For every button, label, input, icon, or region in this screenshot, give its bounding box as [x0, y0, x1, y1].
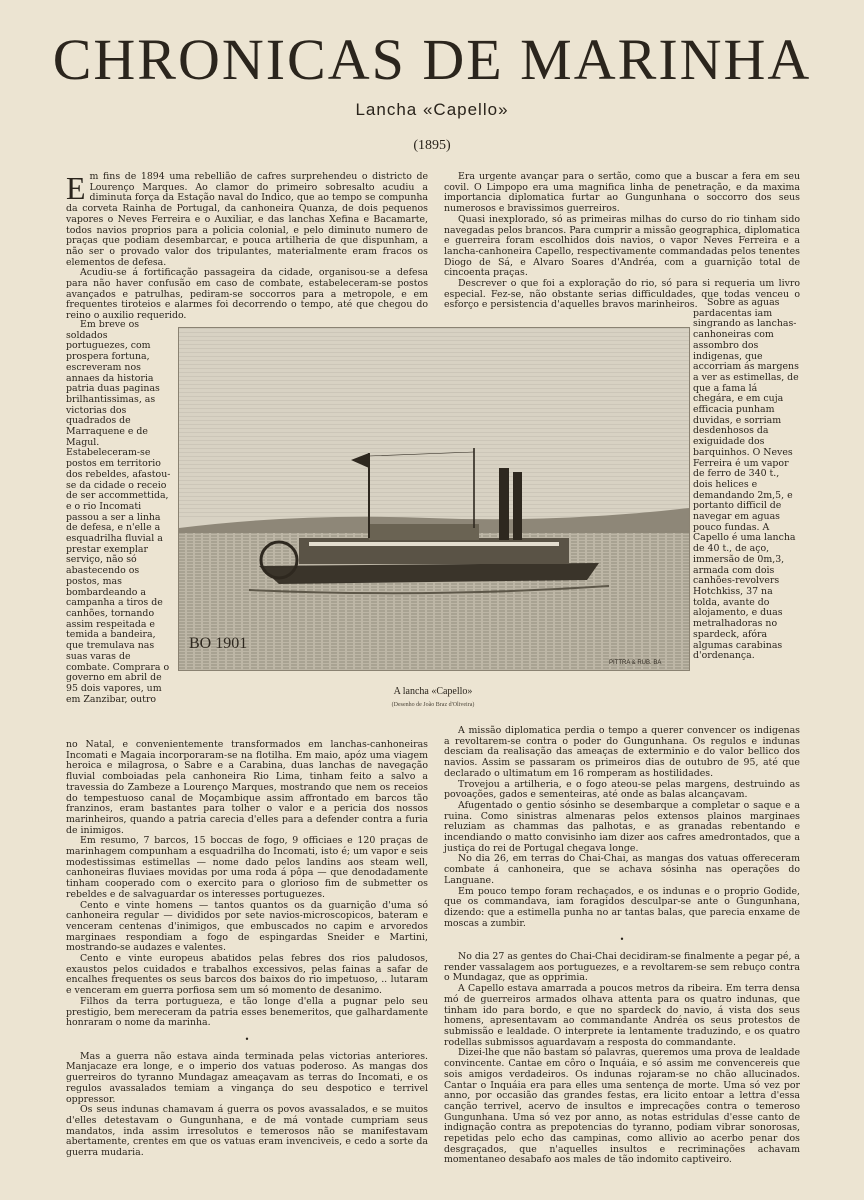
- left-top-column: [66, 172, 428, 320]
- narrow-left-text: Em breve os soldados portuguezes, com prospera fortuna, escreveram nos annaes da historia patria duas paginas brilhantissimas, as victorias dos quadrados de Marraquene e de Magul. Estabeleceram-se postos em territorio dos rebeldes, afastou-se da cidade o receio de ser accommettida, e o rio Incomati passou a ser a linha de defesa, e n'elle a esquadrilha fluvial a prestar exemplar serviço, não só abastecendo os postos, mas bombardeando a campanha a tiros de canhões, tornando assim respeitada e temida a bandeira, que tremulava nas suas varas de combate. Comprara o governo em abril de 95 dois vapores, um em Zanzibar, outro: [66, 319, 171, 705]
- paragraph-16: No dia 26, em terras do Chai-Chai, as mangas dos vatuas offereceram combate á canhoneira, que se achava sósinha nas operações do Languane.: [444, 853, 800, 886]
- paragraph-7: Em resumo, 7 barcos, 15 boccas de fogo, 9 officiaes e 120 praças de marinhagem compunham a esquadrilha do Incomati, isto é; um vapor e seis modestissimas estimellas — nome dado pelos landins aos steam well, canhoneiras fluviaes movidas por uma roda á pôpa — que denodadamente tinham cooperado com o exercito para o glorioso fim de submetter os rebeldes e de salvaguardar os interesses portuguezes.: [66, 835, 428, 900]
- paragraph-2: Acudiu-se á fortificação passageira da cidade, organisou-se a defesa para não haver confusão em caso de combate, estabeleceram-se postos avançados e patrulhas, pediram-se soccorros para a metropole, e em frequentes tiroteios e alarmes foi decorrendo o tempo, até que chegou do reino o auxilio requerido.: [66, 267, 428, 322]
- ornament: •: [244, 1034, 250, 1044]
- paragraph-20: Dizei-lhe que não bastam só palavras, queremos uma prova de lealdade convincente. Cantae em côro o Inquáia, e só assim me convencereis que sois amigos verdadeiros. Os indunas rojaram-se no chão allucinados. Cantar o Inquáia era para elles uma sentença de morte. Uma só vez por anno, por occasião das grandes festas, era licito entoar a lettra d'essa canção terrivel, acervo de insultos e imprecações contra o temeroso Gungunhana. Uma só vez por anno, as notas estridulas d'esse canto de indignação contra as prepotencias do tyranno, podiam vibrar sonorosas, repetidas pelo echo das campinas, como allivio ao acerbo penar dos desgraçados, que n'aquelles insultos e recriminações achavam momentaneo desabafo aos males de tão indomito captiveiro.: [444, 1047, 800, 1166]
- lancha-capello-illustration: [179, 328, 689, 670]
- paragraph-13: A missão diplomatica perdia o tempo a querer convencer os indigenas a revoltarem-se contra o poder do Gungunhana. Os regulos e indunas desciam da realisação das ameaças de exterminio e do valor bellico dos navios. Assim se passaram os primeiros dias de outubro de 95, até que declarado o ultimatum em 16 romperam as hostilidades.: [444, 725, 800, 779]
- engraving-figure: [178, 327, 690, 671]
- left-bottom-column: [66, 740, 428, 1160]
- paragraph-15: Afugentado o gentio sósinho se desembarque a completar o saque e a ruina. Como sinistras almenaras pelos extensos plainos marginaes reluziam as chammas das palhotas, e as granadas rebentando e incendiando o matto convisinho iam dizer aos cafres amedrontados, que a justiça do rei de Portugal chegava longe.: [444, 799, 800, 854]
- paragraph-12: Os seus indunas chamavam á guerra os povos avassalados, e se muitos d'elles detestavam o Gungunhana, e de má vontade cumpriam seus mandatos, inda assim irresolutos e temerosos não se manifestavam abertamente, crentes em que os vatuas eram invenciveis, e cedo a sorte da guerra mudaria.: [66, 1104, 428, 1159]
- paragraph-19: A Capello estava amarrada a poucos metros da ribeira. Em terra densa mó de guerreiros armados olhava attenta para os quatro indunas, que tinham ido para bordo, e que no spardeck do navio, á vista dos seus homens, apresentavam ao commandante Andréa os seus protestos de submissão e lealdade. O interprete ia lentamente traduzindo, e os quatro rodellas submissos aguardavam a resposta do commandante.: [444, 983, 800, 1048]
- article-subtitle: Lancha «Capello»: [355, 100, 509, 119]
- figure-credit: (Desenho de João Braz d'Oliveira): [391, 702, 475, 708]
- ornament: •: [619, 935, 625, 945]
- paragraph-5: Descrever o que foi a exploração do rio, só para si requeria um livro especial. Fez-se, não obstante serias difficuldades, que todas venceu o esforço e persistencia d'aquelles bravos marinheiros.: [444, 278, 800, 311]
- right-narrow-column: [693, 298, 799, 726]
- paragraph-1: [66, 172, 428, 268]
- drop-cap: E: [66, 170, 86, 206]
- paragraph-1-text: m fins de 1894 uma rebellião de cafres surprehendeu o districto de Lourenço Marques. Ao clamor do primeiro sobresalto acudiu a diminuta força da Estação naval do Indico, que ao tempo se compunha da corveta Rainha de Portugal, da canhoneira Quanza, de dois pequenos vapores o Neves Ferreira e o Auxiliar, e das lanchas Xefina e Bacamarte, todos navios proprios para a policia colonial, e pelo diminuto numero de praças que podiam desembarcar, e pouca artilheria de que dispunham, a não ser o provado valor dos tripulantes, materialmente eram fracos os elementos de defesa.: [66, 171, 428, 268]
- paragraph-10: Filhos da terra portugueza, e tão longe d'ella a pugnar pelo seu prestigio, bem mereceram da patria esses benemeritos, que galhardamente honraram o nome da marinha.: [66, 995, 428, 1029]
- paragraph-9: Cento e vinte europeus abatidos pelas febres dos rios paludosos, exaustos pelos cuidados e trabalhos excessivos, pelas fainas a safar de encalhes frequentes os seus barcos dos baixos do rio impetuoso, .. lutaram e venceram em guerra porfiosa sem um só momento de desanimo.: [66, 953, 428, 997]
- figure-caption: A lancha «Capello»: [393, 686, 473, 697]
- masthead-title: CHRONICAS DE MARINHA: [52, 27, 812, 92]
- narrow-right-text: Sobre as aguas pardacentas iam singrando as lanchas-canhoneiras com assombro dos indigenas, que accorriam ás margens a ver as estimellas, de que a fama lá chegára, e em cuja efficacia punham duvidas, e sorriam desdenhosos da exiguidade dos barquinhos. O Neves Ferreira é um vapor de ferro de 340 t., dois helices e demandando 2m,5, e portanto difficil de navegar em aguas pouco fundas. A Capello é uma lancha de 40 t., de aço, immersão de 0m,3, armada com dois canhões-revolvers Hotchkiss, 37 na tolda, avante do alojamento, e duas metralhadoras no spardeck, afóra algumas carabinas d'ordenança.: [693, 297, 799, 662]
- paragraph-3: Era urgente avançar para o sertão, como que a buscar a fera em seu covil. O Limpopo era uma magnifica linha de penetração, e da maxima importancia diplomatica furtar ao Gungunhana o soccorro dos seus numerosos e bravissimos guerreiros.: [444, 171, 800, 215]
- paragraph-11: Mas a guerra não estava ainda terminada pelas victorias anteriores. Manjacaze era longe, e o imperio dos vatuas poderoso. As mangas dos guerreiros do tyranno Mundagaz ameaçavam as terras do Incomati, e os regulos avassalados temiam a vingança do seu despotico e terrivel oppressor.: [66, 1050, 428, 1105]
- paragraph-18: No dia 27 as gentes do Chai-Chai decidiram-se finalmente a pegar pé, a render vassalagem aos portuguezes, e a revoltarem-se sem rebuço contra o Mundagaz, que as opprimia.: [444, 951, 800, 984]
- paragraph-8: Cento e vinte homens — tantos quantos os da guarnição d'uma só canhoneira regular — divididos por sete navios-microscopicos, bateram e venceram centenas d'inimigos, que embuscados no capim e arvoredos marginaes respondiam a fogo de espingardas Sneider e Martini, mostrando-se audazes e valentes.: [66, 899, 428, 954]
- paragraph-4: Quasi inexplorado, só as primeiras milhas do curso do rio tinham sido navegadas pelos brancos. Para cumprir a missão geographica, diplomatica e guerreira foram escolhidos dois navios, o vapor Neves Ferreira e a lancha-canhoneira Capello, respectivamente commandadas pelos tenentes Diogo de Sá, e Alvaro Soares d'Andréa, com a guarnição total de cincoenta praças.: [444, 213, 800, 279]
- paragraph-6: no Natal, e convenientemente transformados em lanchas-canhoneiras Incomati e Magaia incorporaram-se na flotilha. Em maio, apóz uma viagem heroica e milagrosa, o Sabre e a Carabina, duas lanchas de navegação fluvial comboiadas pela canhoneira Rio Lima, tinham feito a salvo a travessia do Zambeze a Lourenço Marques, mostrando que nem os receios do tempestuoso canal de Moçambique assim affrontado em barcos tão franzinos, eram bastantes para tolher o valor e a pericia dos nossos marinheiros, quando a patria carecia d'elles para a defender contra a furia de inimigos.: [66, 739, 428, 836]
- right-bottom-column: [444, 726, 800, 1174]
- right-top-column: [444, 171, 800, 311]
- article-year: (1895): [413, 138, 451, 153]
- artist-signature: BO 1901: [189, 635, 248, 652]
- paragraph-17: Em pouco tempo foram rechaçados, e os indunas e o proprio Godide, que os commandava, iam foragidos desculpar-se ante o Gungunhana, dizendo: que a estimella punha no ar tantas balas, que parecia enxame de moscas a zumbir.: [444, 885, 800, 929]
- paragraph-14: Trovejou a artilheria, e o fogo ateou-se pelas margens, destruindo as povoações, gados e sementeiras, até onde as balas alcançavam.: [444, 778, 800, 801]
- engraver-mark: PITTRA & RUB. BA: [609, 660, 662, 666]
- smokestack: [499, 468, 509, 540]
- left-narrow-column: [66, 320, 172, 740]
